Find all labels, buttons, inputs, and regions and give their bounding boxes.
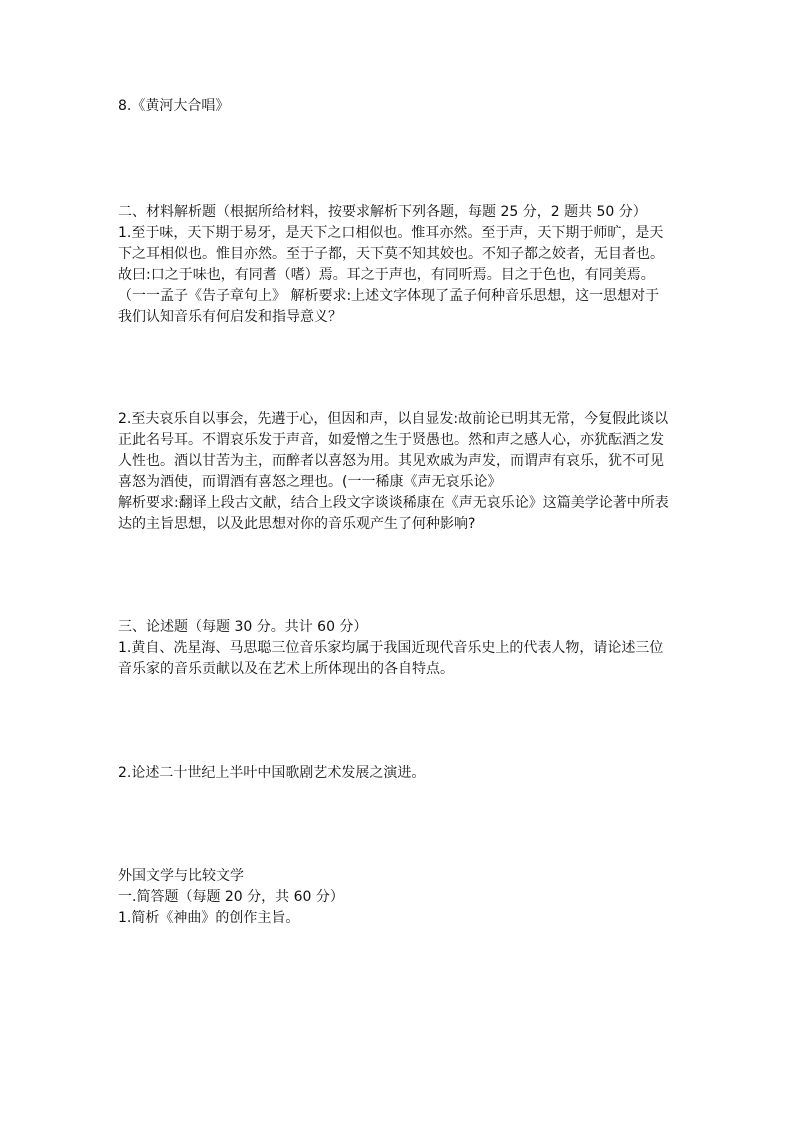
question-line: 人性也。酒以甘苦为主，而醉者以喜怒为用。其见欢戚为声发，而谓声有哀乐，犹不可见 bbox=[118, 453, 664, 469]
question-line: （一一孟子《告子章句上》 解析要求:上述文字体现了孟子何种音乐思想，这一思想对于 bbox=[118, 288, 660, 304]
question-line: 我们认知音乐有何启发和指导意义？ bbox=[118, 309, 342, 325]
question-line: 音乐家的音乐贡献以及在艺术上所体现出的各自特点。 bbox=[118, 661, 454, 677]
section-3-question-2: 2.论述二十世纪上半叶中国歌剧艺术发展之演进。 bbox=[118, 765, 426, 781]
question-line: 解析要求:翻译上段古文献，结合上段文字谈谈稀康在《声无哀乐论》这篇美学论著中所表 bbox=[118, 495, 669, 511]
question-line: 2.至夫哀乐自以事会，先遘于心，但因和声，以自显发:故前论已明其无常，今复假此谈以 bbox=[118, 411, 669, 427]
question-line: 故曰:口之于味也，有同耆（嗜）焉。耳之于声也，有同听焉。目之于色也，有同美焉。 bbox=[118, 267, 655, 283]
section-3-question-1 bbox=[118, 638, 678, 680]
subject-title: 外国文学与比较文学 bbox=[118, 868, 244, 884]
foreign-question-1: 1.简析《神曲》的创作主旨。 bbox=[118, 910, 300, 926]
item-8: 8.《黄河大合唱》 bbox=[118, 98, 230, 114]
question-line: 喜怒为酒使，而谓酒有喜怒之理也。(一一稀康《声无哀乐论》 bbox=[118, 474, 502, 490]
foreign-section-1-heading: 一.简答题（每题 20 分，共 60 分） bbox=[118, 889, 344, 905]
question-line: 1.黄自、冼星海、马思聪三位音乐家均属于我国近现代音乐史上的代表人物，请论述三位 bbox=[118, 640, 664, 656]
question-line: 正此名号耳。不谓哀乐发于声音，如爱憎之生于贤愚也。然和声之感人心，亦犹酝酒之发 bbox=[118, 432, 664, 448]
question-line: 达的主旨思想，以及此思想对你的音乐观产生了何种影响? bbox=[118, 516, 476, 532]
section-2-question-2 bbox=[118, 409, 678, 535]
section-2-heading: 二、材料解析题（根据所给材料，按要求解析下列各题，每题 25 分，2 题共 50 分） bbox=[118, 204, 647, 220]
question-line: 1.至于味，天下期于易牙，是天下之口相似也。惟耳亦然。至于声，天下期于师旷，是天 bbox=[118, 225, 664, 241]
section-3-heading: 三、论述题（每题 30 分。共计 60 分） bbox=[118, 619, 368, 635]
question-line: 下之耳相似也。惟目亦然。至于子都，天下莫不知其姣也。不知子都之姣者，无目者也。 bbox=[118, 246, 664, 262]
section-2-question-1 bbox=[118, 223, 678, 328]
